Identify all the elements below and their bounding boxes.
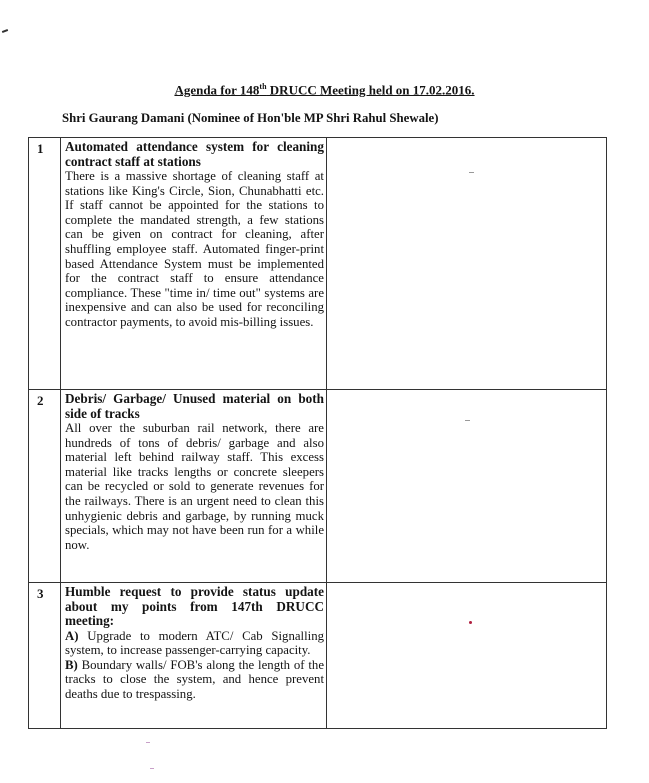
agenda-row: [29, 138, 607, 390]
item-number: 2: [29, 390, 61, 583]
scan-mark: [469, 172, 474, 173]
page-title: [0, 82, 649, 98]
sub-b-text: Boundary walls/ FOB's along the length of the tracks to close the system, and hence prevent deaths due to trespassing.: [65, 657, 324, 701]
sub-b-label: B): [65, 657, 78, 672]
item-heading: Humble request to provide status update about my points from 147th DRUCC meeting:: [65, 584, 324, 628]
remarks-cell: [327, 138, 607, 390]
sub-a-text: Upgrade to modern ATC/ Cab Signalling system, to increase passenger-carrying capacity.: [65, 628, 324, 658]
sub-a-label: A): [65, 628, 79, 643]
title-prefix: Agenda for 148: [174, 82, 260, 98]
agenda-table: [28, 137, 607, 729]
scan-mark: [2, 29, 8, 33]
title-superscript: th: [259, 82, 267, 91]
agenda-row: [29, 390, 607, 583]
remarks-cell: [327, 390, 607, 583]
item-heading: Automated attendance system for cleaning contract staff at stations: [65, 139, 324, 169]
item-sub-a: [65, 629, 324, 658]
scan-mark: [150, 768, 154, 769]
scan-mark: [465, 420, 470, 421]
item-heading: Debris/ Garbage/ Unused material on both side of tracks: [65, 391, 324, 421]
item-body: There is a massive shortage of cleaning staff at stations like King's Circle, Sion, Chunabhatti etc. If staff cannot be appointed for the stations to complete the mandated strength, a few stations can be given on contract for cleaning, after shuffling employee staff. Automated finger-print based Attendance System must be implemented for the contract staff to ensure attendance compliance. These "time in/ time out" systems are inexpensive and can also be used for reconciling contractor payments, to avoid mis-billing issues.: [65, 169, 324, 329]
item-sub-b: [65, 658, 324, 702]
scan-mark: [146, 742, 150, 743]
item-number: 3: [29, 583, 61, 729]
title-suffix: DRUCC Meeting held on 17.02.2016.: [266, 82, 475, 98]
item-content: [61, 138, 327, 390]
remarks-cell: [327, 583, 607, 729]
agenda-row: [29, 583, 607, 729]
item-number: 1: [29, 138, 61, 390]
scan-mark: [469, 621, 472, 624]
nominee-line: Shri Gaurang Damani (Nominee of Hon'ble MP Shri Rahul Shewale): [62, 111, 439, 125]
item-body: All over the suburban rail network, there are hundreds of tons of debris/ garbage and also material left behind railway staff. This excess material like tracks lengths or concrete sleepers can be recycled or sold to generate revenues for the railways. There is an urgent need to clean this unhygienic debris and garbage, by running muck specials, which may not have been run for a while now.: [65, 421, 324, 552]
item-content: [61, 583, 327, 729]
item-content: [61, 390, 327, 583]
